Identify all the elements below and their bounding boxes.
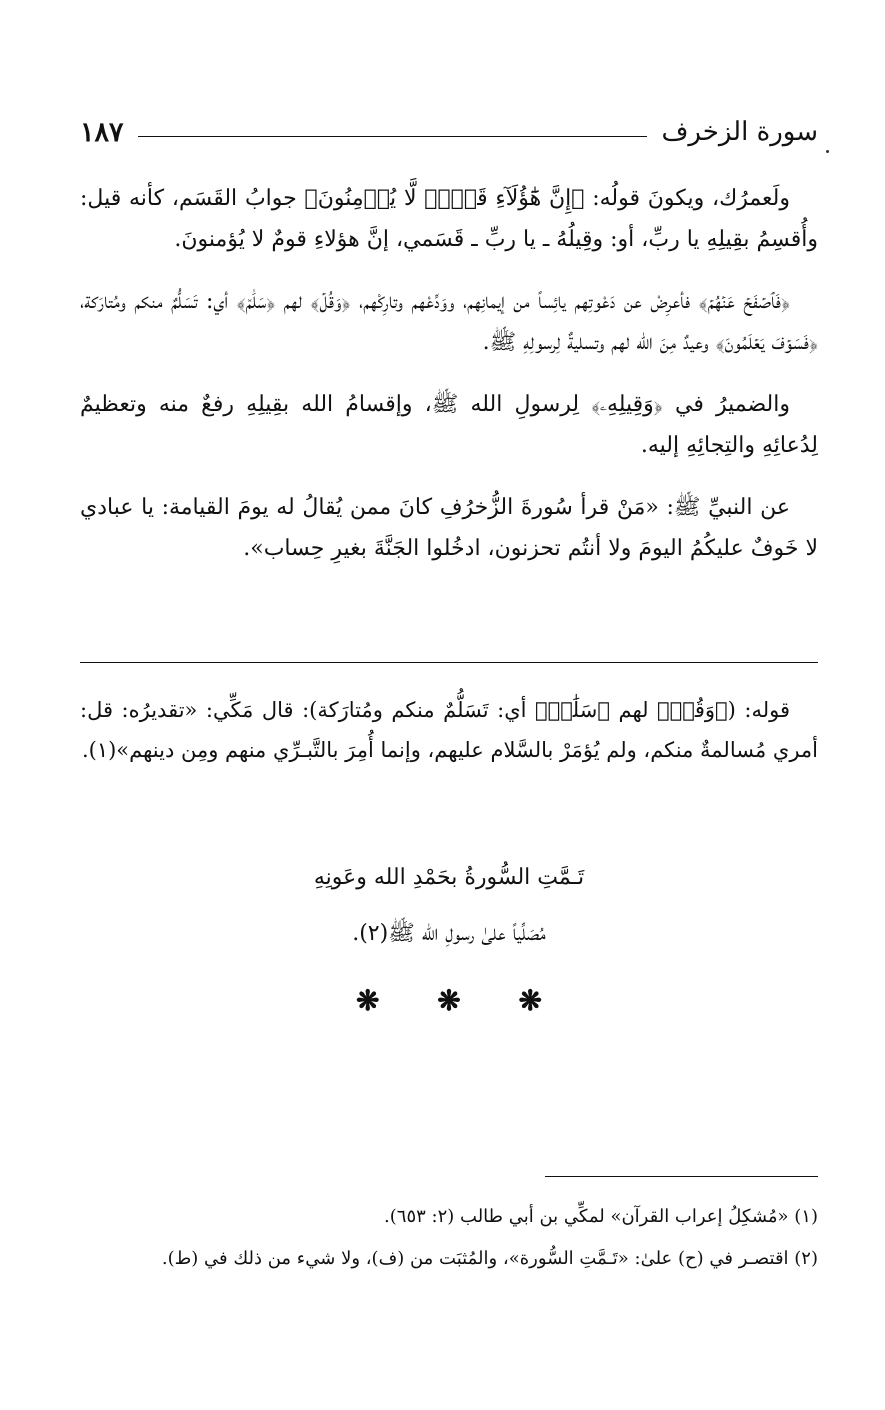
section-divider — [80, 662, 818, 663]
footnote: (٢) اقتصـر في (ح) علىٰ: «تَـمَّتِ السُّورة»، والمُثبَت من (ف)، ولا شيء من ذلك في (ط). — [161, 1248, 818, 1269]
footnotes — [80, 1196, 818, 1280]
header-rule — [138, 136, 648, 137]
page-header — [80, 112, 818, 152]
page-number: ١٨٧ — [80, 116, 124, 148]
footnote: (١) «مُشكِلُ إعراب القرآن» لمكِّي بن أبي طالب (٢: ٦٥٣). — [384, 1206, 818, 1227]
page-speck — [826, 150, 829, 153]
closing-line-2: مُصَلِّياً علىٰ رسولِ الله ﷺ(٢). — [352, 921, 546, 946]
surah-title: سورة الزخرف — [661, 117, 818, 147]
star-icon: ❋ — [437, 984, 461, 1017]
commentary-section — [80, 690, 818, 770]
ornament-stars — [80, 984, 818, 1017]
star-icon: ❋ — [356, 984, 380, 1017]
commentary-text: قوله: (﴿وَقُلۡ﴾ لهم ﴿سَلَٰمٞ﴾ أي: تَسَلُّمٌ منكم ومُتارَكة): قال مَكِّي: «تقديرُه: قل: أمري مُسالمةٌ منكم، ولم يُؤمَرْ بالسَّلام عليهم، وإنما أُمِرَ بالتَّبـرِّي منهم ومِن دينهم»(١). — [80, 698, 818, 762]
paragraph: ﴿فَٱصۡفَحۡ عَنۡهُمۡ﴾ فأعرِضْ عن دَعْوتِهم يائِساً من إيمانِهم، ووَدِّعْهم وتارِكْهم، ﴿وَقُلۡ﴾ لهم ﴿سَلَٰمٞ﴾ أي: تَسَلُّمٌ منكم ومُتارَكة، ﴿فَسَوۡفَ يَعۡلَمُونَ﴾ وعيدٌ مِنَ الله لهم وتسليةٌ لِرسولِهِ ﷺ. — [80, 289, 818, 355]
closing-line-1: تَـمَّتِ السُّورةُ بحَمْدِ الله وعَونِهِ — [313, 865, 585, 890]
paragraph: والضميرُ في ﴿وَقِيلِهِۦ﴾ لِرسولِ الله ﷺ، وإقسامُ الله بقِيلِهِ رفعٌ منه وتعظيمٌ لِدُعائِهِ والتِجائِهِ إليه. — [80, 392, 818, 458]
paragraph: عن النبيِّ ﷺ: «مَنْ قرأ سُورةَ الزُّخرُفِ كانَ ممن يُقالُ له يومَ القيامة: يا عبادي لا خَوفٌ عليكُمُ اليومَ ولا أنتُم تحزنون، ادخُلوا الجَنَّةَ بغيرِ حِساب». — [80, 495, 818, 561]
closing-formula — [80, 850, 818, 962]
paragraph: ولَعمرُك، ويكونَ قولُه: ﴿إِنَّ هَٰٓؤُلَآءِ قَوۡمٞ لَّا يُؤۡمِنُونَ﴾ جوابُ القَسَم، كأنه قيل: وأُقسِمُ بقِيلِهِ يا ربِّ، أو: وقِيلُهُ ـ يا ربِّ ـ قَسَمي، إنَّ هؤلاءِ قومٌ لا يُؤمنونَ. — [80, 186, 818, 252]
star-icon: ❋ — [518, 984, 542, 1017]
main-text — [80, 178, 818, 590]
footnote-rule — [545, 1176, 818, 1177]
